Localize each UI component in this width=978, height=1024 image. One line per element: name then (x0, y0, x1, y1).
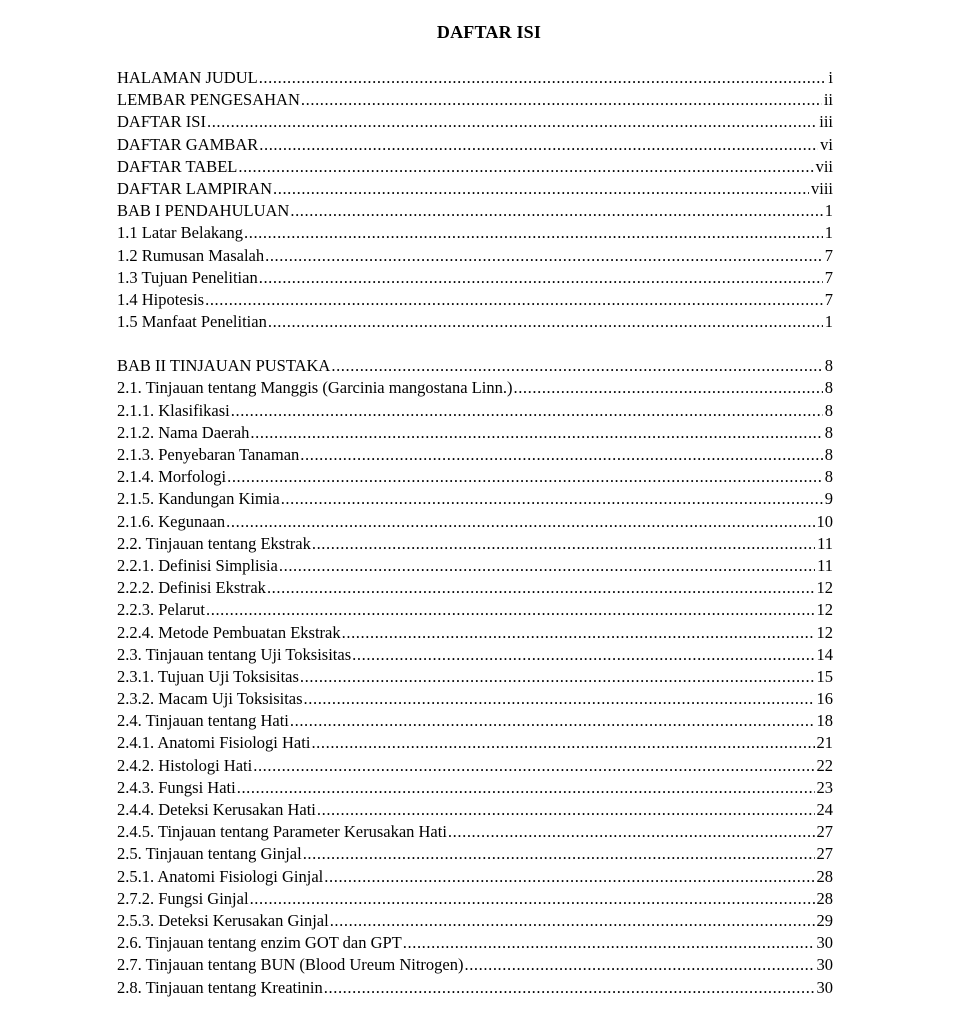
toc-leader-dots (324, 977, 815, 999)
toc-leader-dots (250, 888, 815, 910)
toc-entry-2-5-3 (117, 910, 833, 932)
toc-entry-2-2-3 (117, 599, 833, 621)
toc-entry-2-2-2 (117, 577, 833, 599)
toc-entry-page: 30 (816, 955, 833, 975)
toc-entry-label: 2.7.2. Fungsi Ginjal (117, 888, 249, 908)
toc-entry-label: 2.2.4. Metode Pembuatan Ekstrak (117, 622, 341, 642)
toc-entry-1-5 (117, 311, 833, 333)
toc-entry-page: 12 (816, 622, 833, 642)
toc-entry-label: 2.4.1. Anatomi Fisiologi Hati (117, 733, 311, 753)
toc-leader-dots (290, 200, 822, 222)
toc-entry-2-8 (117, 977, 833, 999)
toc-entry-label: 2.1.4. Morfologi (117, 467, 227, 487)
toc-leader-dots (464, 954, 814, 976)
toc-entry-label: 2.3.2. Macam Uji Toksisitas (117, 689, 303, 709)
toc-entry-label: 1.3 Tujuan Penelitian (117, 267, 258, 287)
toc-entry-2-2 (117, 533, 833, 555)
toc-entry-page: 11 (817, 533, 833, 553)
toc-leader-dots (317, 799, 815, 821)
toc-leader-dots (352, 644, 814, 666)
toc-entry-page: 14 (816, 644, 833, 664)
toc-entry-page: viii (810, 178, 833, 198)
toc-leader-dots (300, 444, 822, 466)
toc-leader-dots (206, 599, 815, 621)
toc-entry-daftar-gambar (117, 134, 833, 156)
toc-entry-halaman-judul (117, 67, 833, 89)
toc-leader-dots (303, 843, 815, 865)
toc-entry-label: BAB II TINJAUAN PUSTAKA (117, 356, 331, 376)
toc-leader-dots (300, 666, 815, 688)
toc-entry-page: vi (820, 134, 833, 154)
toc-leader-dots (312, 533, 815, 555)
toc-entry-page: 21 (816, 733, 833, 753)
toc-leader-dots (205, 289, 823, 311)
toc-entry-page: 8 (824, 356, 833, 376)
toc-entry-page: iii (819, 112, 833, 132)
toc-entry-2-4-5 (117, 821, 833, 843)
toc-leader-dots (311, 732, 814, 754)
toc-entry-page: 30 (816, 933, 833, 953)
toc-entry-page: 11 (817, 555, 833, 575)
table-of-contents (117, 67, 833, 999)
toc-entry-label: 2.2. Tinjauan tentang Ekstrak (117, 533, 311, 553)
toc-leader-dots (268, 311, 823, 333)
toc-entry-label: 2.5.3. Deteksi Kerusakan Ginjal (117, 910, 329, 930)
toc-entry-daftar-tabel (117, 156, 833, 178)
toc-entry-2-6 (117, 932, 833, 954)
toc-entry-page: 16 (816, 689, 833, 709)
toc-entry-page: 12 (816, 600, 833, 620)
toc-leader-dots (259, 67, 827, 89)
toc-entry-page: 1 (824, 312, 833, 332)
toc-entry-page: 7 (824, 289, 833, 309)
toc-entry-lembar-pengesahan (117, 89, 833, 111)
toc-leader-dots (253, 755, 814, 777)
toc-entry-label: 2.4. Tinjauan tentang Hati (117, 711, 289, 731)
toc-entry-page: 8 (824, 467, 833, 487)
toc-entry-label: 2.4.2. Histologi Hati (117, 755, 253, 775)
toc-leader-dots (267, 577, 815, 599)
toc-entry-page: vii (815, 156, 833, 176)
toc-leader-dots (259, 134, 818, 156)
toc-entry-2-4-2 (117, 755, 833, 777)
toc-entry-page: 12 (816, 578, 833, 598)
toc-entry-page: 30 (816, 977, 833, 997)
toc-entry-2-1-2 (117, 422, 833, 444)
toc-entry-label: BAB I PENDAHULUAN (117, 201, 290, 221)
toc-entry-label: 2.4.3. Fungsi Hati (117, 777, 236, 797)
toc-entry-page: 1 (824, 201, 833, 221)
toc-entry-2-1-3 (117, 444, 833, 466)
toc-entry-label: 2.3.1. Tujuan Uji Toksisitas (117, 666, 299, 686)
toc-entry-2-4 (117, 710, 833, 732)
toc-leader-dots (273, 178, 809, 200)
toc-leader-dots (259, 267, 823, 289)
toc-entry-label: 2.1.3. Penyebaran Tanaman (117, 445, 300, 464)
toc-entry-page: 10 (816, 511, 833, 531)
toc-entry-page: 22 (816, 755, 833, 775)
toc-entry-label: DAFTAR LAMPIRAN (117, 178, 272, 198)
toc-entry-label: HALAMAN JUDUL (117, 68, 258, 87)
toc-entry-page: 8 (824, 445, 833, 464)
toc-leader-dots (244, 222, 823, 244)
toc-entry-2-3-2 (117, 688, 833, 710)
toc-leader-dots (290, 710, 815, 732)
toc-entry-label: 2.8. Tinjauan tentang Kreatinin (117, 977, 323, 997)
toc-leader-dots (231, 400, 823, 422)
toc-entry-page: ii (823, 90, 833, 110)
toc-entry-page: 7 (824, 245, 833, 265)
toc-leader-dots (513, 377, 822, 399)
toc-leader-dots (226, 511, 814, 533)
toc-entry-2-7-2 (117, 888, 833, 910)
toc-entry-page: 8 (824, 378, 833, 398)
toc-entry-bab-2 (117, 355, 833, 377)
toc-leader-dots (301, 89, 822, 111)
toc-entry-2-5-1 (117, 866, 833, 888)
toc-entry-page: 7 (824, 267, 833, 287)
toc-entry-daftar-isi (117, 111, 833, 133)
toc-entry-label: 2.4.5. Tinjauan tentang Parameter Kerusakan Hati (117, 822, 447, 842)
toc-leader-dots (304, 688, 815, 710)
toc-entry-label: 1.1 Latar Belakang (117, 223, 243, 243)
toc-entry-label: 2.4.4. Deteksi Kerusakan Hati (117, 800, 316, 819)
toc-entry-2-1-1 (117, 400, 833, 422)
toc-entry-label: DAFTAR ISI (117, 112, 206, 132)
toc-leader-dots (324, 866, 814, 888)
toc-entry-label: LEMBAR PENGESAHAN (117, 90, 300, 110)
toc-leader-dots (342, 622, 815, 644)
toc-entry-page: 23 (816, 777, 833, 797)
toc-entry-label: 2.5. Tinjauan tentang Ginjal (117, 844, 302, 864)
toc-entry-label: 2.2.1. Definisi Simplisia (117, 555, 278, 575)
toc-entry-2-2-1 (117, 555, 833, 577)
toc-entry-page: 8 (824, 400, 833, 420)
toc-entry-label: 2.3. Tinjauan tentang Uji Toksisitas (117, 644, 352, 664)
toc-entry-label: 2.1.5. Kandungan Kimia (117, 489, 280, 509)
toc-entry-label: 1.2 Rumusan Masalah (117, 245, 265, 265)
toc-entry-page: 28 (816, 866, 833, 886)
toc-leader-dots (281, 488, 823, 510)
toc-entry-2-4-1 (117, 732, 833, 754)
toc-entry-2-4-3 (117, 777, 833, 799)
toc-entry-label: 1.5 Manfaat Penelitian (117, 312, 267, 332)
toc-leader-dots (279, 555, 815, 577)
toc-entry-2-4-4 (117, 799, 833, 821)
toc-entry-1-2 (117, 245, 833, 267)
toc-leader-dots (238, 156, 813, 178)
toc-entry-page: 27 (816, 822, 833, 842)
toc-entry-2-1 (117, 377, 833, 399)
toc-entry-page: 1 (824, 223, 833, 243)
toc-entry-page: 18 (816, 711, 833, 731)
toc-entry-2-1-6 (117, 511, 833, 533)
toc-entry-1-4 (117, 289, 833, 311)
toc-entry-2-2-4 (117, 622, 833, 644)
toc-entry-2-3-1 (117, 666, 833, 688)
toc-entry-2-1-5 (117, 488, 833, 510)
toc-entry-page: 15 (816, 666, 833, 686)
toc-entry-label: 2.7. Tinjauan tentang BUN (Blood Ureum Nitrogen) (117, 955, 464, 975)
toc-entry-page: 27 (816, 844, 833, 864)
toc-entry-page: 28 (816, 888, 833, 908)
toc-leader-dots (403, 932, 815, 954)
toc-entry-page: 24 (816, 800, 833, 819)
toc-entry-1-3 (117, 267, 833, 289)
toc-entry-page: 8 (824, 422, 833, 442)
toc-leader-dots (227, 466, 823, 488)
toc-entry-label: 2.1.6. Kegunaan (117, 511, 226, 531)
toc-entry-label: DAFTAR TABEL (117, 156, 238, 176)
toc-entry-label: 2.6. Tinjauan tentang enzim GOT dan GPT (117, 933, 402, 953)
toc-entry-daftar-lampiran (117, 178, 833, 200)
page-title: DAFTAR ISI (436, 22, 542, 42)
toc-entry-label: 2.2.3. Pelarut (117, 600, 205, 620)
toc-entry-2-7 (117, 954, 833, 976)
toc-entry-label: DAFTAR GAMBAR (117, 134, 259, 154)
toc-entry-bab-1 (117, 200, 833, 222)
toc-leader-dots (448, 821, 815, 843)
toc-entry-label: 2.2.2. Definisi Ekstrak (117, 578, 266, 598)
toc-entry-page: 29 (816, 910, 833, 930)
toc-entry-1-1 (117, 222, 833, 244)
toc-leader-dots (207, 111, 817, 133)
toc-entry-page: i (828, 68, 833, 87)
toc-entry-label: 1.4 Hipotesis (117, 289, 205, 309)
toc-entry-label: 2.1.2. Nama Daerah (117, 422, 250, 442)
toc-entry-label: 2.1. Tinjauan tentang Manggis (Garcinia mangostana Linn.) (117, 378, 513, 398)
toc-entry-2-3 (117, 644, 833, 666)
toc-leader-dots (330, 910, 815, 932)
toc-entry-page: 9 (824, 489, 833, 509)
toc-entry-label: 2.1.1. Klasifikasi (117, 400, 230, 420)
toc-entry-2-5 (117, 843, 833, 865)
toc-leader-dots (250, 422, 822, 444)
toc-leader-dots (331, 355, 822, 377)
toc-leader-dots (237, 777, 815, 799)
toc-leader-dots (265, 245, 823, 267)
toc-entry-label: 2.5.1. Anatomi Fisiologi Ginjal (117, 866, 324, 886)
toc-entry-2-1-4 (117, 466, 833, 488)
